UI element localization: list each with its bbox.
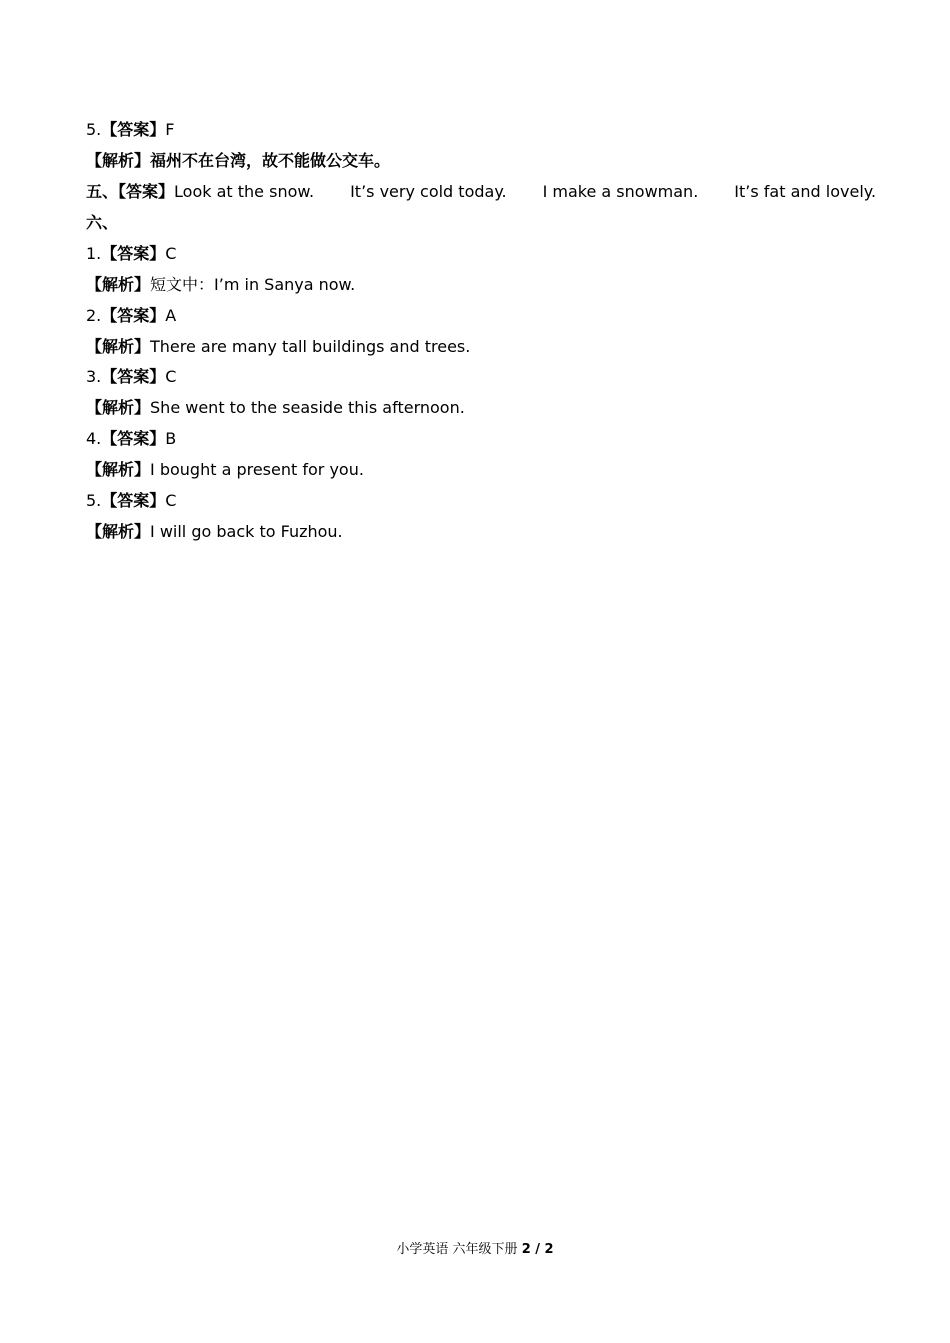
analysis-tag: 【解析】 <box>86 337 151 356</box>
analysis-text: I bought a present for you. <box>150 460 364 479</box>
answer-value: C <box>165 491 177 510</box>
analysis-tag: 【解析】 <box>86 275 151 294</box>
analysis-text: She went to the seaside this afternoon. <box>150 398 465 417</box>
s6-q3-analysis-line <box>86 398 465 418</box>
page-footer <box>0 1241 950 1259</box>
analysis-tag: 【解析】 <box>86 460 151 479</box>
analysis-tag: 【解析】 <box>86 151 151 170</box>
sentence: It’s very cold today. <box>350 182 507 201</box>
item-number: 1. <box>86 244 102 263</box>
s6-q4-answer-line <box>86 429 176 449</box>
s6-q5-answer-line <box>86 491 176 511</box>
analysis-text: I will go back to Fuzhou. <box>150 522 343 541</box>
analysis-tag: 【解析】 <box>86 522 151 541</box>
section5-answer-line <box>86 182 876 202</box>
sentence: It’s fat and lovely. <box>734 182 877 201</box>
s6-q2-analysis-line <box>86 337 470 357</box>
item-number: 4. <box>86 429 102 448</box>
footer-subject: 小学英语 六年级下册 <box>396 1242 518 1257</box>
item-number: 3. <box>86 367 102 386</box>
answer-tag: 【答案】 <box>101 491 166 510</box>
s6-q3-answer-line <box>86 367 176 387</box>
section6-heading <box>86 213 118 233</box>
answer-tag: 【答案】 <box>118 182 175 201</box>
sentence: Look at the snow. <box>174 182 315 201</box>
answer-tag: 【答案】 <box>101 367 166 386</box>
analysis-text: 短文中：I’m in Sanya now. <box>150 275 356 294</box>
section-heading: 六、 <box>86 213 119 232</box>
analysis-tag: 【解析】 <box>86 398 151 417</box>
answer-value: C <box>165 244 177 263</box>
answer-tag: 【答案】 <box>101 306 166 325</box>
answer-value: A <box>165 306 177 325</box>
s6-q5-analysis-line <box>86 522 343 542</box>
item-number: 2. <box>86 306 102 325</box>
q5-answer-line <box>86 120 174 140</box>
section-heading: 五、 <box>86 182 119 201</box>
answer-tag: 【答案】 <box>101 244 166 263</box>
s6-q1-answer-line <box>86 244 176 264</box>
answer-tag: 【答案】 <box>101 429 166 448</box>
answer-tag: 【答案】 <box>101 120 166 139</box>
q5-analysis-line <box>86 151 390 171</box>
analysis-text: 福州不在台湾，故不能做公交车。 <box>150 151 391 170</box>
answer-value: F <box>165 120 175 139</box>
s6-q4-analysis-line <box>86 460 364 480</box>
item-number: 5. <box>86 120 102 139</box>
answer-value: C <box>165 367 177 386</box>
analysis-text: There are many tall buildings and trees. <box>150 337 471 356</box>
page-number: 2 / 2 <box>521 1242 554 1257</box>
item-number: 5. <box>86 491 102 510</box>
s6-q2-answer-line <box>86 306 176 326</box>
sentence: I make a snowman. <box>542 182 699 201</box>
answer-value: B <box>165 429 177 448</box>
s6-q1-analysis-line <box>86 275 355 295</box>
